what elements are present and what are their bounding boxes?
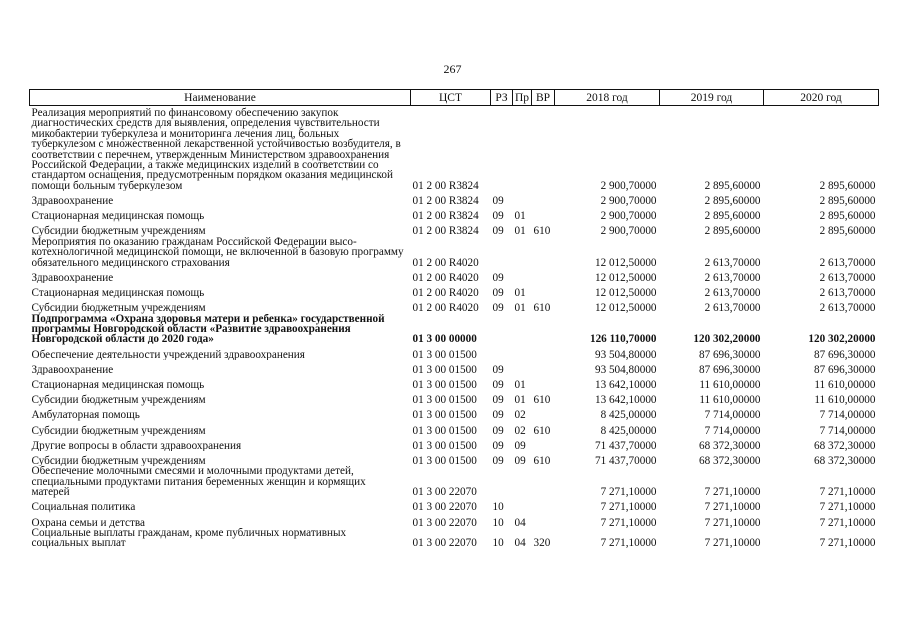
- row-2018: 2 900,70000: [600, 210, 657, 223]
- row-2018: 7 271,10000: [600, 537, 657, 550]
- row-vr: 610: [533, 424, 551, 437]
- row-2020: 2 613,70000: [819, 287, 876, 299]
- row-rz: [491, 466, 513, 497]
- table-row: [30, 106, 879, 192]
- row-pr: [513, 191, 532, 206]
- row-vr: [532, 360, 555, 375]
- row-vr: [532, 106, 555, 192]
- row-vr: 610: [533, 394, 551, 407]
- row-cst: 01 3 00 00000: [412, 333, 477, 346]
- row-rz: 09: [492, 409, 504, 422]
- row-cst: 01 2 00 R3824: [412, 210, 479, 223]
- row-cst: 01 3 00 01500: [412, 394, 477, 407]
- row-2019: 87 696,30000: [698, 363, 761, 376]
- row-2019: 2 613,70000: [704, 271, 761, 284]
- row-2019: 2 613,70000: [704, 302, 761, 315]
- row-vr: [532, 466, 555, 497]
- row-rz: 10: [492, 537, 504, 550]
- row-rz: 10: [492, 516, 504, 529]
- row-2020: 2 895,60000: [819, 225, 876, 238]
- row-2020: 11 610,00000: [814, 394, 876, 407]
- table-row: [30, 268, 879, 283]
- row-2018: 12 012,50000: [594, 287, 657, 299]
- row-pr: [513, 268, 532, 283]
- row-pr: 01: [514, 394, 526, 407]
- row-pr: [513, 237, 532, 268]
- row-2020: 87 696,30000: [813, 363, 876, 376]
- row-2019: 2 895,60000: [704, 225, 761, 238]
- row-2019: 7 271,10000: [704, 537, 761, 550]
- row-2018: 8 425,00000: [600, 409, 657, 422]
- row-vr: 610: [533, 225, 551, 238]
- row-rz: [491, 106, 513, 192]
- row-2019: 87 696,30000: [698, 348, 761, 361]
- table-body: [30, 106, 879, 549]
- row-name: Подпрограмма «Охрана здоровья матери и ребенка» государственной программы Новгородской области «Развитие здравоохранения Новгородской области до 2020 года»: [31, 313, 385, 345]
- table-row: [30, 360, 879, 375]
- row-2020: 68 372,30000: [813, 454, 876, 467]
- row-2019: 11 610,00000: [699, 378, 761, 391]
- row-vr: [532, 498, 555, 513]
- row-vr: [532, 345, 555, 360]
- row-pr: 04: [514, 516, 526, 529]
- row-pr: 01: [514, 225, 526, 238]
- row-name: Субсидии бюджетным учреждениям: [31, 225, 206, 237]
- header-row: [30, 90, 879, 106]
- row-pr: 01: [514, 210, 526, 223]
- row-rz: 10: [492, 501, 504, 514]
- row-name: Обеспечение деятельности учреждений здравоохранения: [31, 348, 305, 360]
- row-pr: 02: [514, 409, 526, 422]
- row-2020: 87 696,30000: [813, 348, 876, 361]
- row-2018: 71 437,70000: [594, 439, 657, 452]
- row-2020: 2 895,60000: [819, 210, 876, 223]
- row-2018: 2 900,70000: [600, 195, 657, 208]
- row-cst: 01 3 00 22070: [412, 516, 477, 529]
- table-row: [30, 513, 879, 528]
- row-pr: [513, 498, 532, 513]
- row-2019: 7 714,00000: [704, 424, 761, 437]
- row-rz: 09: [492, 287, 504, 299]
- table-row: [30, 222, 879, 237]
- row-2019: 68 372,30000: [698, 454, 761, 467]
- row-name: Амбулаторная помощь: [31, 409, 140, 421]
- row-rz: 09: [492, 195, 504, 208]
- row-name: Стационарная медицинская помощь: [31, 210, 205, 222]
- row-name: Обеспечение молочными смесями и молочными продуктами детей, специальными продуктами питания беременных женщин и кормящих матерей: [31, 466, 366, 498]
- row-cst: 01 3 00 22070: [412, 501, 477, 514]
- row-2018: 12 012,50000: [594, 271, 657, 284]
- row-pr: [513, 106, 532, 192]
- row-2020: 2 613,70000: [819, 271, 876, 284]
- table-row: [30, 375, 879, 390]
- row-2018: 2 900,70000: [600, 179, 657, 192]
- table-row: [30, 191, 879, 206]
- row-name: Субсидии бюджетным учреждениям: [31, 302, 206, 314]
- header-2018: 2018 год: [555, 90, 660, 106]
- row-name: Стационарная медицинская помощь: [31, 287, 205, 299]
- row-2018: 2 900,70000: [600, 225, 657, 238]
- row-pr: 01: [514, 378, 526, 391]
- table-row: [30, 528, 879, 549]
- row-2020: 2 895,60000: [819, 179, 876, 192]
- row-rz: 09: [492, 394, 504, 407]
- row-rz: [491, 314, 513, 345]
- row-cst: 01 2 00 R3824: [412, 225, 479, 238]
- table-row: [30, 390, 879, 405]
- row-2019: 7 271,10000: [704, 501, 761, 514]
- row-2020: 2 613,70000: [819, 302, 876, 315]
- table-row: [30, 451, 879, 466]
- page-number: 267: [443, 62, 462, 76]
- row-cst: 01 2 00 R3824: [412, 195, 479, 208]
- row-vr: 320: [533, 537, 551, 550]
- row-vr: [532, 513, 555, 528]
- row-2018: 12 012,50000: [594, 256, 657, 269]
- row-name: Здравоохранение: [31, 363, 114, 376]
- row-2018: 93 504,80000: [594, 363, 657, 376]
- row-vr: [532, 283, 555, 298]
- row-cst: 01 2 00 R4020: [412, 302, 479, 315]
- row-2018: 7 271,10000: [600, 516, 657, 529]
- table-header: [30, 90, 879, 106]
- row-pr: [513, 466, 532, 497]
- row-name: Субсидии бюджетным учреждениям: [31, 454, 206, 467]
- row-vr: [532, 237, 555, 268]
- row-vr: [532, 314, 555, 345]
- row-2019: 68 372,30000: [698, 439, 761, 452]
- row-2019: 2 895,60000: [704, 210, 761, 223]
- header-2019: 2019 год: [660, 90, 764, 106]
- header-cst: ЦСТ: [411, 90, 491, 106]
- row-2019: 7 714,00000: [704, 409, 761, 422]
- header-vr: ВР: [532, 90, 555, 106]
- row-vr: 610: [533, 302, 551, 315]
- row-2020: 120 302,20000: [808, 333, 876, 346]
- row-pr: 09: [514, 454, 526, 467]
- row-cst: 01 3 00 01500: [412, 454, 477, 467]
- row-cst: 01 3 00 01500: [412, 424, 477, 437]
- row-2018: 12 012,50000: [594, 302, 657, 315]
- row-pr: [513, 360, 532, 375]
- row-vr: [532, 268, 555, 283]
- row-2018: 126 110,70000: [589, 333, 657, 346]
- row-2020: 11 610,00000: [814, 378, 876, 391]
- row-2018: 7 271,10000: [600, 486, 657, 499]
- row-2020: 68 372,30000: [813, 439, 876, 452]
- table-row: [30, 298, 879, 313]
- row-name: Социальные выплаты гражданам, кроме публичных нормативных социальных выплат: [31, 527, 347, 549]
- row-pr: 02: [514, 424, 526, 437]
- row-name: Социальная политика: [31, 501, 136, 513]
- row-vr: [532, 191, 555, 206]
- row-rz: 09: [492, 210, 504, 223]
- row-pr: [513, 314, 532, 345]
- row-vr: [532, 206, 555, 221]
- row-2019: 2 895,60000: [704, 179, 761, 192]
- row-2018: 13 642,10000: [594, 394, 657, 407]
- row-cst: 01 3 00 22070: [412, 486, 477, 499]
- row-2018: 7 271,10000: [600, 501, 657, 514]
- row-2020: 7 714,00000: [819, 424, 876, 437]
- row-2019: 120 302,20000: [693, 333, 761, 346]
- row-cst: 01 2 00 R3824: [412, 179, 479, 192]
- budget-table: [29, 89, 879, 549]
- table-row: [30, 436, 879, 451]
- header-rz: РЗ: [491, 90, 513, 106]
- row-pr: 09: [514, 439, 526, 452]
- row-2020: 2 895,60000: [819, 195, 876, 208]
- row-name: Субсидии бюджетным учреждениям: [31, 394, 206, 406]
- row-2019: 2 613,70000: [704, 256, 761, 269]
- row-rz: 09: [492, 424, 504, 437]
- row-cst: 01 3 00 01500: [412, 409, 477, 422]
- header-pr: Пр: [513, 90, 532, 106]
- row-2019: 2 895,60000: [704, 195, 761, 208]
- row-rz: 09: [492, 271, 504, 284]
- row-name: Охрана семьи и детства: [31, 516, 145, 528]
- row-cst: 01 3 00 01500: [412, 363, 477, 376]
- header-2020: 2020 год: [764, 90, 879, 106]
- row-cst: 01 3 00 01500: [412, 348, 477, 361]
- row-name: Другие вопросы в области здравоохранения: [31, 439, 242, 452]
- row-2018: 13 642,10000: [594, 378, 657, 391]
- row-name: Мероприятия по оказанию гражданам Российской Федерации высокотехнологичной медицинской помощи, не включенной в базовую программу обязательного медицинского страхования: [31, 236, 404, 269]
- row-name: Субсидии бюджетным учреждениям: [31, 424, 206, 436]
- table-row: [30, 421, 879, 436]
- row-name: Реализация мероприятий по финансовому обеспечению закупок диагностических средств для выявления, определения чувствительности микобактерии туберкулеза и мониторинга лечения лиц, больных туберкулезом с множественной лекарственной устойчивостью возбудителя, в соответствии с перечнем, утвержденным Министерством здравоохранения Российской Федерации, а также медицинских изделий в соответствии со стандартом оснащения, предусмотренным порядком оказания медицинской помощи больным туберкулезом: [31, 107, 401, 192]
- row-2020: 7 271,10000: [819, 501, 876, 514]
- row-cst: 01 3 00 01500: [412, 378, 477, 391]
- row-rz: 09: [492, 378, 504, 391]
- row-cst: 01 2 00 R4020: [412, 271, 479, 284]
- row-cst: 01 2 00 R4020: [412, 287, 479, 299]
- table-row: [30, 466, 879, 497]
- row-2018: 71 437,70000: [594, 454, 657, 467]
- table-row: [30, 345, 879, 360]
- row-rz: 09: [492, 439, 504, 452]
- row-2020: 7 714,00000: [819, 409, 876, 422]
- header-name: Наименование: [30, 90, 411, 106]
- row-pr: 01: [514, 287, 526, 299]
- row-2020: 7 271,10000: [819, 516, 876, 529]
- row-pr: 04: [514, 537, 526, 550]
- row-2019: 7 271,10000: [704, 516, 761, 529]
- row-vr: [532, 436, 555, 451]
- row-rz: [491, 345, 513, 360]
- row-pr: [513, 345, 532, 360]
- row-cst: 01 3 00 01500: [412, 439, 477, 452]
- row-rz: 09: [492, 302, 504, 315]
- row-rz: [491, 237, 513, 268]
- row-vr: 610: [533, 454, 551, 467]
- table-row: [30, 406, 879, 421]
- row-2018: 8 425,00000: [600, 424, 657, 437]
- row-cst: 01 2 00 R4020: [412, 256, 479, 269]
- row-2020: 2 613,70000: [819, 256, 876, 269]
- row-2018: 93 504,80000: [594, 348, 657, 361]
- row-name: Здравоохранение: [31, 195, 114, 207]
- row-name: Стационарная медицинская помощь: [31, 378, 205, 391]
- row-vr: [532, 406, 555, 421]
- row-pr: 01: [514, 302, 526, 315]
- table-row: [30, 237, 879, 268]
- table-row: [30, 314, 879, 345]
- row-rz: 09: [492, 454, 504, 467]
- row-2019: 7 271,10000: [704, 486, 761, 499]
- row-rz: 09: [492, 225, 504, 238]
- row-vr: [532, 375, 555, 390]
- row-name: Здравоохранение: [31, 271, 114, 284]
- table-row: [30, 498, 879, 513]
- row-cst: 01 3 00 22070: [412, 537, 477, 550]
- row-2019: 11 610,00000: [699, 394, 761, 407]
- table-row: [30, 283, 879, 298]
- row-2020: 7 271,10000: [819, 537, 876, 550]
- row-rz: 09: [492, 363, 504, 376]
- table-row: [30, 206, 879, 221]
- row-2019: 2 613,70000: [704, 287, 761, 299]
- row-2020: 7 271,10000: [819, 486, 876, 499]
